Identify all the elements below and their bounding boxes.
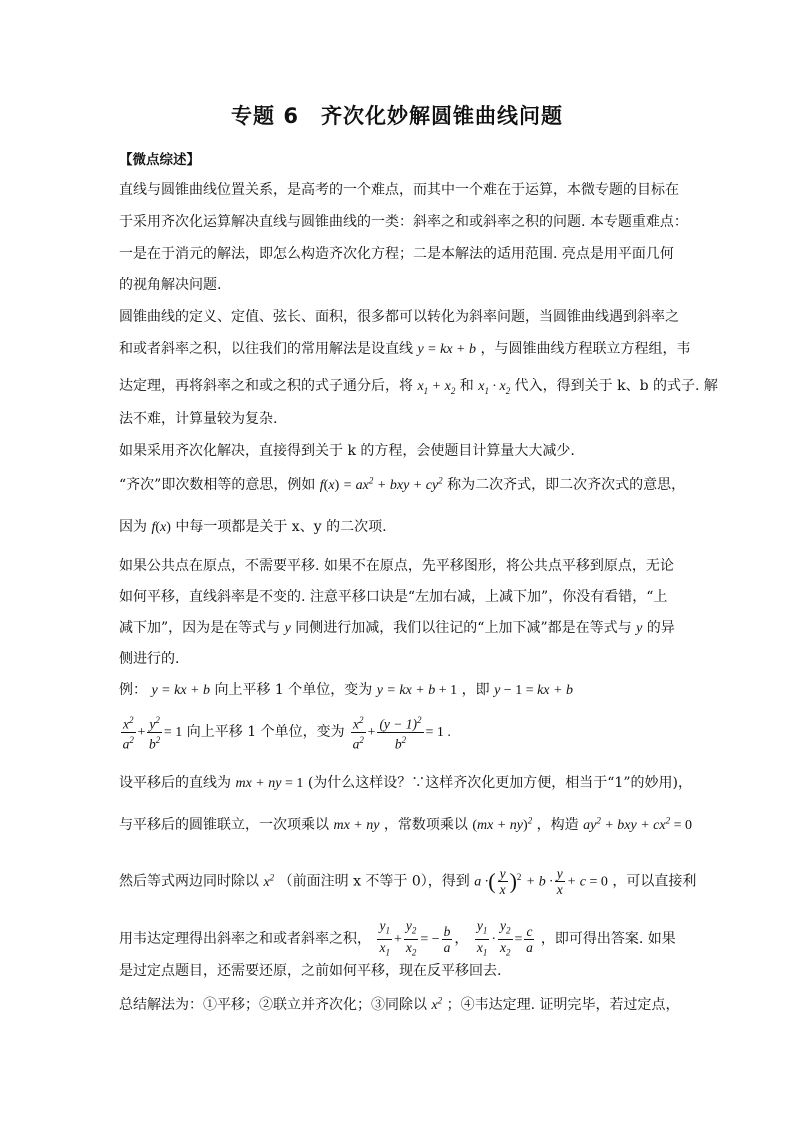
line-equation: y = kx + b — [151, 683, 210, 698]
p6-text: (为什么这样设？∵这样齐次化更加方便，相当于“1”的妙用)， — [307, 775, 692, 791]
p6-text: ，即可得出答案. 如果 — [540, 931, 676, 948]
squared-term: (mx + ny)$^2$ — [472, 815, 533, 833]
linear-term: mx + ny — [333, 818, 380, 833]
fraction-y-x: $\frac{y}{x}$ — [556, 866, 563, 897]
p4-line-2 — [119, 516, 387, 536]
paren-right: ) — [509, 868, 517, 894]
p2-line-3 — [119, 375, 718, 396]
p5-text: 减下加”，因为是在等式与 — [119, 620, 281, 636]
p6-text: 然后等式两边同时除以 — [119, 873, 259, 890]
p4-line-1 — [119, 474, 685, 494]
p6-text: 用韦达定理得出斜率之和或者斜率之积， — [119, 931, 371, 948]
p5-line-1: 如果公共点在原点，不需要平移. 如果不在原点，先平移图形，将公共点平移到原点，无论 — [119, 558, 674, 574]
p1-line-1: 直线与圆锥曲线位置关系，是高考的一个难点，而其中一个难在于运算，本微专题的目标在 — [119, 182, 679, 198]
fraction-b-a: $\frac{b}{a}$ — [443, 923, 451, 955]
p2-line-4: 法不难，计算量较为复杂. — [119, 411, 278, 427]
p6-text: ，可以直接利 — [612, 873, 697, 890]
example-line-2: $\frac{x^2}{a^2}$ + $\frac{y^2}{b^2}$ = 1 向上平移 1 个单位，变为 $\frac{x^2}{a^2}$ + $\frac{(y - 1)^2}{b^2}$ = 1 . — [122, 715, 451, 751]
var-y: y — [284, 621, 291, 636]
p7-text: 总结解法为：①平移；②联立并齐次化；③同除以 — [119, 997, 427, 1013]
p5-text: 同侧进行加减，我们以往记的“上加下减”都是在等式与 — [295, 620, 632, 636]
fraction-y2-b2: $\frac{y^2}{b^2}$ — [149, 715, 161, 751]
example-line-1 — [119, 679, 573, 699]
p6-text: （前面注明 x 不等于 0），得到 — [278, 873, 470, 890]
x-squared: $x^2$ — [263, 871, 275, 890]
translated-line: mx + ny = 1 — [235, 776, 304, 791]
example-text: 向上平移 1 个单位，变为 — [214, 682, 373, 698]
p2-text: 代入，得到关于 k、b 的式子. 解 — [514, 378, 718, 394]
p6-line-1 — [119, 772, 692, 792]
p2-text: 和或者斜率之积，以往我们的常用解法是设直线 — [119, 341, 413, 357]
p5-line-4: 侧进行的. — [119, 651, 180, 667]
p1-line-4: 的视角解决问题. — [119, 277, 222, 293]
sum-expression: $x_1 + x_2$ — [417, 379, 456, 396]
fraction-y1-x1: $\frac{y_1}{x_1}$ — [476, 918, 488, 958]
p6-line-4: 用韦达定理得出斜率之和或者斜率之积， $\frac{y_1}{x_1}$ + $\frac{y_2}{x_2}$ = − $\frac{b}{a}$ ， $\frac{y_1}{x_1}$ · $\frac{y_2}{x_2}$ = $\frac{c}{a}$ ，即可得出答案. 如果 — [119, 918, 676, 960]
p2-text: ，与圆锥曲线方程联立方程组，韦 — [480, 341, 691, 357]
slope-term: + b · — [525, 874, 553, 890]
p7-text: ；④韦达定理. 证明完毕，若过定点， — [446, 997, 680, 1013]
fraction-shifted-y: $\frac{(y - 1)^2}{b^2}$ — [379, 715, 422, 751]
var-y: y — [636, 621, 643, 636]
p2-text: 和 — [459, 378, 474, 394]
p2-text: 达定理，再将斜率之和或之积的式子通分后，将 — [119, 378, 413, 394]
fraction-y1-x1: $\frac{y_1}{x_1}$ — [379, 918, 390, 958]
p4-text: “齐次”即次数相等的意思，例如 — [119, 477, 316, 493]
p2-line-2 — [119, 338, 690, 358]
fraction-x2-a2: $\frac{x^2}{a^2}$ — [122, 715, 134, 751]
page-title: 专题 6 齐次化妙解圆锥曲线问题 — [231, 104, 563, 128]
p6-text: ，构造 — [536, 817, 579, 833]
p2-line-1: 圆锥曲线的定义、定值、弦长、面积，很多都可以转化为斜率问题，当圆锥曲线遇到斜率之 — [119, 309, 679, 325]
p6-text: ，常数项乘以 — [383, 817, 468, 833]
p5-line-2: 如何平移，直线斜率是不变的. 注意平移口诀是“左加右减，上减下加”，你没有看错，“上 — [119, 589, 668, 605]
p1-line-3: 一是在于消元的解法，即怎么构造齐次化方程；二是本解法的适用范围. 亮点是用平面几何 — [119, 246, 674, 262]
line-equation: y = kx + b — [417, 342, 476, 357]
example-text: 向上平移 1 个单位，变为 — [186, 724, 345, 740]
p5-text: 的异 — [646, 620, 675, 636]
p6-text: 与平移后的圆锥联立，一次项乘以 — [119, 817, 329, 833]
fraction-y-x: $\frac{y}{x}$ — [499, 866, 506, 897]
example-label: 例： — [119, 682, 147, 698]
section-heading: 【微点综述】 — [119, 152, 200, 168]
p6-text: 设平移后的直线为 — [119, 775, 231, 791]
constant-term: + c = 0 — [566, 874, 608, 890]
p1-line-2: 于采用齐次化运算解决直线与圆锥曲线的一类：斜率之和或斜率之积的问题. 本专题重难点： — [119, 214, 688, 230]
fraction-y2-x2: $\frac{y_2}{x_2}$ — [405, 918, 417, 958]
product-expression: $x_1 \cdot x_2$ — [478, 379, 511, 396]
p6-line-5: 是过定点题目，还需要还原，之前如何平移，现在反平移回去. — [119, 963, 502, 979]
paren-left: ( — [488, 868, 496, 894]
example-text: ，即 — [461, 682, 490, 698]
p4-text: 称为二次齐式，即二次齐次式的意思， — [447, 477, 686, 493]
p5-line-3 — [119, 617, 675, 637]
slope-quadratic: a · — [474, 874, 489, 890]
p4-text: 因为 — [119, 519, 147, 535]
shifted-line: y = kx + b + 1 — [376, 683, 458, 698]
x-squared: $x^2$ — [431, 995, 443, 1013]
function-f: f(x) — [151, 520, 171, 535]
quadratic-form: $f(x) = ax^2$ + bxy + $cy^2$ — [319, 475, 443, 493]
shifted-line-form: y − 1 = kx + b — [494, 683, 573, 698]
p6-line-3: 然后等式两边同时除以 $x^2$ （前面注明 x 不等于 0），得到 a ·( $\frac{y}{x}$ )$^2$ + b · $\frac{y}{x}$ + c = 0 ，可以直接利 — [119, 866, 697, 897]
fraction-y2-x2: $\frac{y_2}{x_2}$ — [500, 918, 511, 958]
p3-line-1: 如果采用齐次化解决，直接得到关于 k 的方程，会使题目计算量大大减少. — [119, 443, 575, 459]
p6-line-2 — [119, 814, 692, 834]
homogeneous-equation: $ay^2$ + bxy + $cx^2 = 0$ — [583, 815, 692, 833]
p7-line-1 — [119, 994, 680, 1014]
fraction-x2-a2: $\frac{x^2}{a^2}$ — [352, 715, 364, 751]
fraction-c-a: $\frac{c}{a}$ — [526, 923, 533, 955]
p4-text: 中每一项都是关于 x、y 的二次项. — [175, 519, 387, 535]
